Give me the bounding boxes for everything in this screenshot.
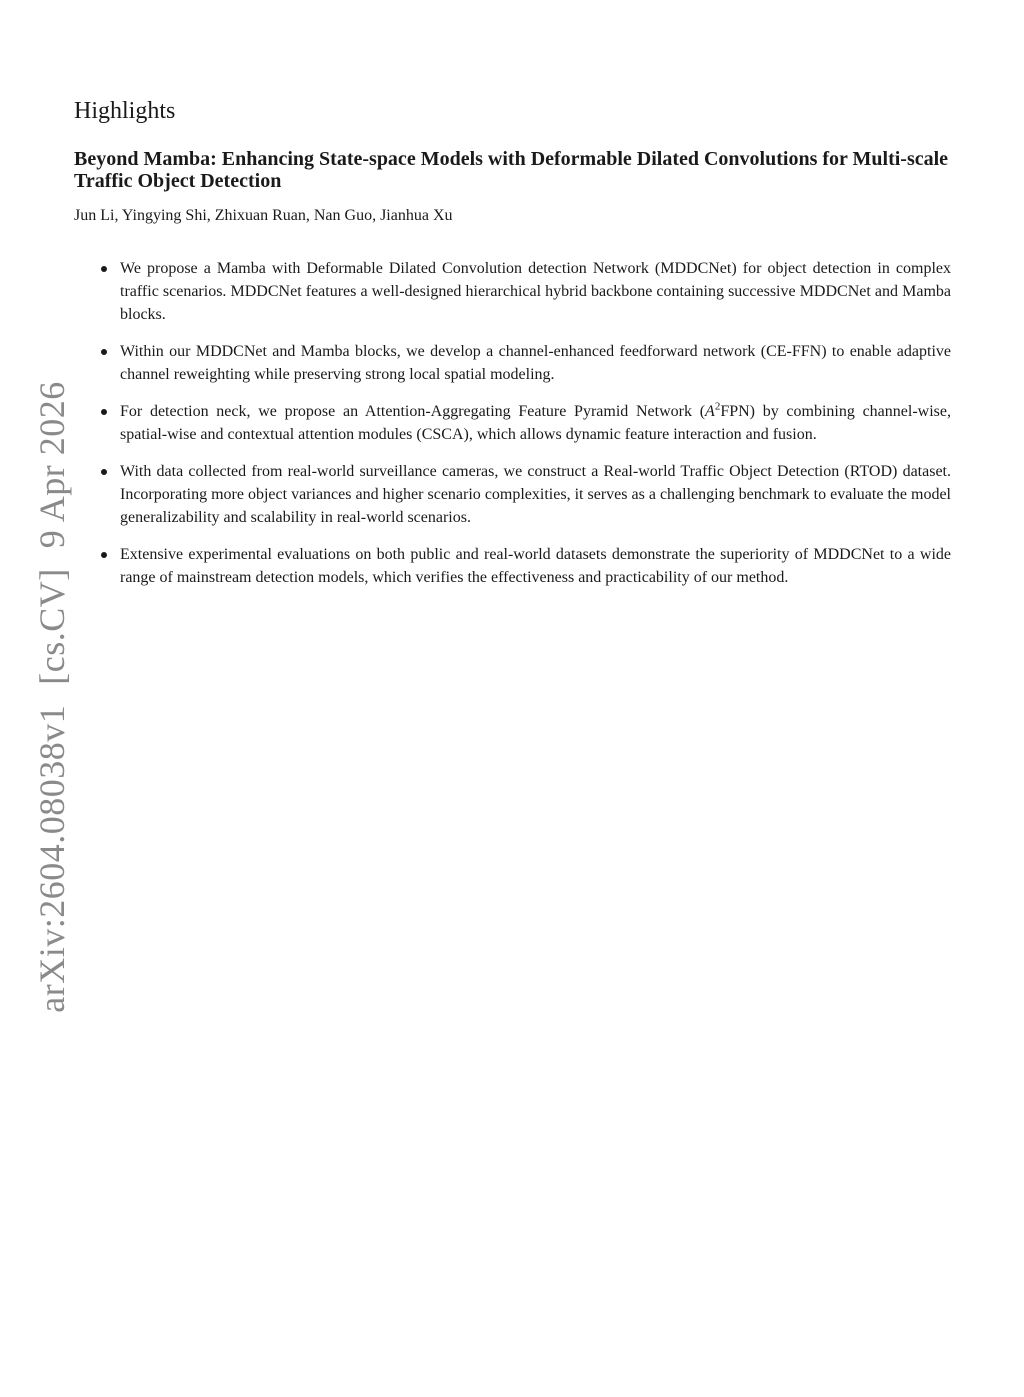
bullet-icon bbox=[101, 552, 107, 558]
highlight-item bbox=[74, 400, 951, 446]
highlight-item bbox=[74, 543, 951, 589]
arxiv-date: 9 Apr 2026 bbox=[32, 381, 72, 549]
paper-title: Beyond Mamba: Enhancing State-space Models with Deformable Dilated Convolutions for Multi-scale Traffic Object Detection bbox=[74, 148, 949, 192]
math-superscript: 2 bbox=[714, 400, 721, 413]
bullet-icon bbox=[101, 349, 107, 355]
highlight-text-pre: For detection neck, we propose an Attention-Aggregating Feature Pyramid Network ( bbox=[120, 403, 706, 420]
highlight-item bbox=[74, 340, 951, 386]
bullet-icon bbox=[101, 266, 107, 272]
arxiv-sidebar-stamp bbox=[31, 381, 73, 1012]
highlights-page bbox=[74, 94, 951, 603]
section-heading: Highlights bbox=[74, 98, 176, 124]
math-symbol: A bbox=[705, 403, 715, 420]
bullet-icon bbox=[101, 409, 107, 415]
highlight-item bbox=[74, 460, 951, 529]
highlight-text: Within our MDDCNet and Mamba blocks, we develop a channel-enhanced feedforward network (CE-FFN) to enable adaptive channel reweighting while preserving strong local spatial modeling. bbox=[120, 343, 951, 383]
bullet-icon bbox=[101, 469, 107, 475]
arxiv-id: arXiv:2604.08038v1 bbox=[32, 704, 72, 1013]
highlight-text: Extensive experimental evaluations on both public and real-world datasets demonstrate the superiority of MDDCNet to a wide range of mainstream detection models, which verifies the effectiveness and practicability of our method. bbox=[120, 546, 951, 586]
highlight-text-post: FPN) by combining channel-wise, spatial-wise and contextual attention modules (CSCA), which allows dynamic feature interaction and fusion. bbox=[120, 403, 951, 443]
highlight-text: With data collected from real-world surveillance cameras, we construct a Real-world Traffic Object Detection (RTOD) dataset. Incorporating more object variances and higher scenario complexities, it serves as a challenging benchmark to evaluate the model generalizability and scalability in real-world scenarios. bbox=[120, 463, 951, 526]
highlight-list bbox=[74, 257, 951, 589]
highlight-text: We propose a Mamba with Deformable Dilated Convolution detection Network (MDDCNet) for object detection in complex traffic scenarios. MDDCNet features a well-designed hierarchical hybrid backbone containing successive MDDCNet and Mamba blocks. bbox=[120, 260, 951, 323]
highlight-item bbox=[74, 257, 951, 326]
arxiv-category: [cs.CV] bbox=[32, 568, 72, 685]
author-list: Jun Li, Yingying Shi, Zhixuan Ruan, Nan Guo, Jianhua Xu bbox=[74, 207, 453, 224]
